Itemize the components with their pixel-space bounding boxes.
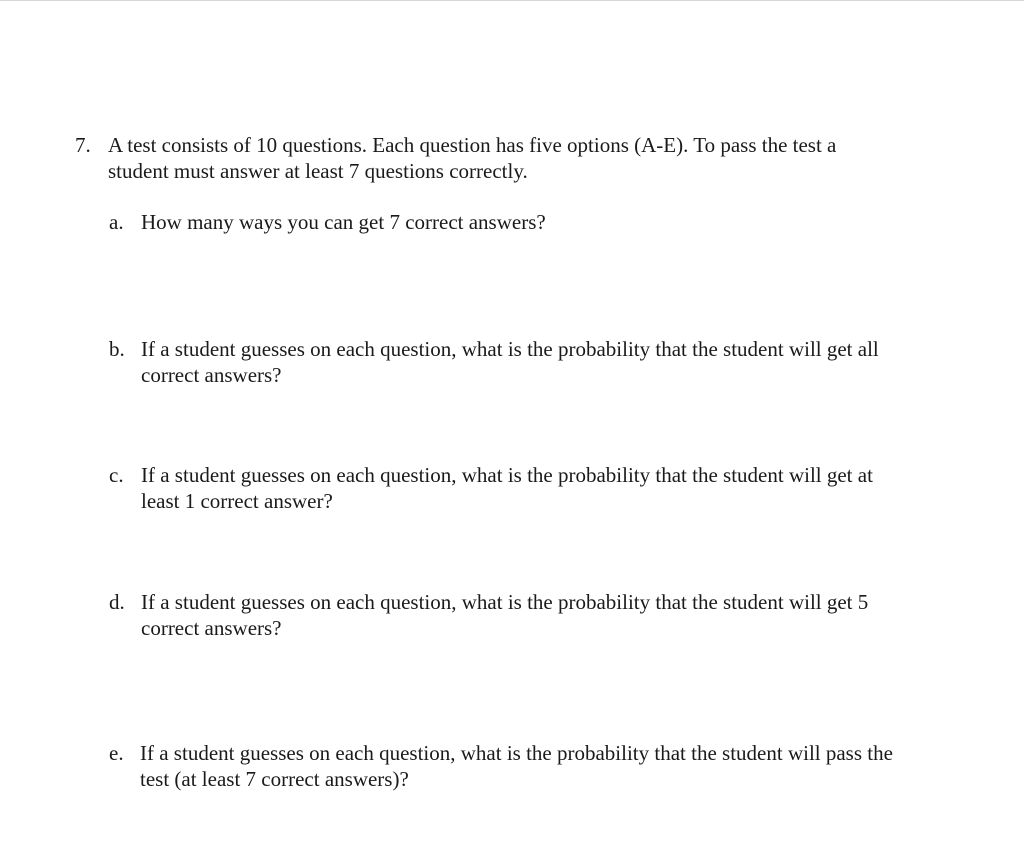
part-text [140,740,893,792]
part-label: c. [109,463,124,487]
part-label: a. [109,210,124,234]
part-label: d. [109,590,125,614]
question-number: 7. [75,133,91,157]
part-line: If a student guesses on each question, what is the probability that the student will pass the [140,741,893,765]
part-text [141,336,879,388]
part-text [141,209,546,235]
part-line: test (at least 7 correct answers)? [140,767,409,791]
part-line: If a student guesses on each question, what is the probability that the student will get all [141,337,879,361]
question-line: student must answer at least 7 questions correctly. [108,159,528,183]
part-label: b. [109,337,125,361]
part-text [141,462,873,514]
question-line: A test consists of 10 questions. Each question has five options (A-E). To pass the test a [108,133,837,157]
part-line: If a student guesses on each question, what is the probability that the student will get at [141,463,873,487]
part-line: How many ways you can get 7 correct answers? [141,210,546,234]
part-line: least 1 correct answer? [141,489,333,513]
part-label: e. [109,741,124,765]
part-line: correct answers? [141,616,282,640]
question-text [108,132,836,184]
part-line: If a student guesses on each question, what is the probability that the student will get 5 [141,590,869,614]
part-line: correct answers? [141,363,282,387]
part-text [141,589,868,641]
